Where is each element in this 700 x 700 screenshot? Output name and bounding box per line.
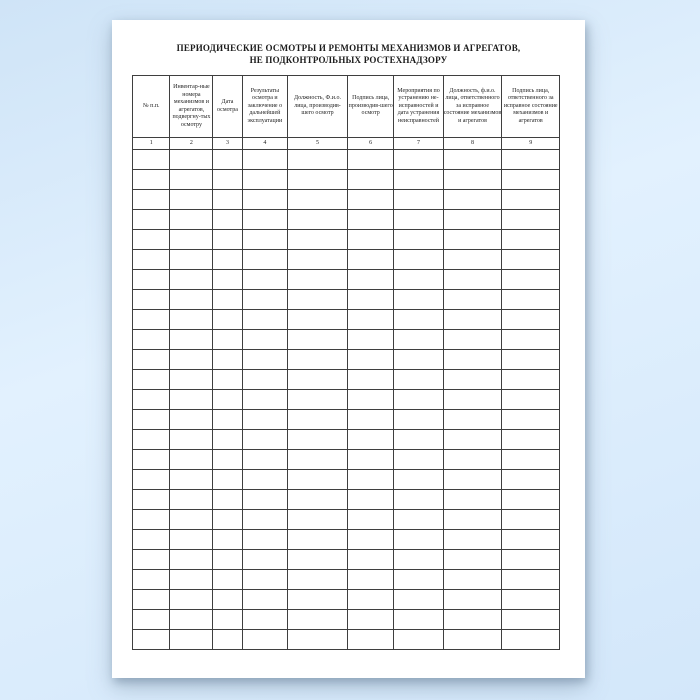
empty-cell (213, 330, 242, 350)
empty-cell (502, 310, 560, 330)
empty-cell (170, 450, 213, 470)
empty-cell (213, 530, 242, 550)
empty-cell (288, 370, 348, 390)
empty-cell (443, 390, 502, 410)
empty-cell (133, 390, 170, 410)
empty-cell (133, 410, 170, 430)
table-row-7 (133, 270, 560, 290)
empty-cell (502, 490, 560, 510)
column-number-8: 8 (443, 138, 502, 150)
empty-cell (288, 190, 348, 210)
empty-cell (242, 590, 287, 610)
empty-cell (133, 510, 170, 530)
empty-cell (133, 470, 170, 490)
empty-cell (443, 590, 502, 610)
empty-cell (502, 590, 560, 610)
empty-cell (133, 230, 170, 250)
empty-cell (170, 330, 213, 350)
empty-cell (502, 350, 560, 370)
empty-cell (502, 410, 560, 430)
empty-cell (394, 590, 443, 610)
empty-cell (347, 250, 394, 270)
empty-cell (133, 630, 170, 650)
empty-cell (502, 370, 560, 390)
empty-cell (443, 550, 502, 570)
empty-cell (443, 370, 502, 390)
empty-cell (213, 230, 242, 250)
empty-cell (443, 270, 502, 290)
empty-cell (242, 470, 287, 490)
empty-cell (288, 290, 348, 310)
empty-cell (133, 450, 170, 470)
empty-cell (502, 550, 560, 570)
table-row-18 (133, 490, 560, 510)
empty-cell (347, 610, 394, 630)
table-row-2 (133, 170, 560, 190)
empty-cell (288, 490, 348, 510)
empty-cell (213, 570, 242, 590)
empty-cell (170, 410, 213, 430)
column-header-3: Дата осмотра (213, 76, 242, 138)
column-number-2: 2 (170, 138, 213, 150)
empty-cell (242, 350, 287, 370)
empty-cell (394, 470, 443, 490)
empty-cell (288, 630, 348, 650)
table-row-25 (133, 630, 560, 650)
empty-cell (347, 470, 394, 490)
empty-cell (213, 510, 242, 530)
table-row-14 (133, 410, 560, 430)
empty-cell (213, 390, 242, 410)
column-header-4: Результаты осмотра и заключение о дальнейшей эксплуатации (242, 76, 287, 138)
empty-cell (133, 210, 170, 230)
empty-cell (443, 190, 502, 210)
empty-cell (502, 230, 560, 250)
inspection-log-table (132, 75, 560, 650)
document-title-line-2: НЕ ПОДКОНТРОЛЬНЫХ РОСТЕХНАДЗОРУ (249, 55, 448, 65)
empty-cell (347, 510, 394, 530)
empty-cell (170, 630, 213, 650)
empty-cell (288, 430, 348, 450)
empty-cell (242, 510, 287, 530)
empty-cell (133, 330, 170, 350)
empty-cell (347, 630, 394, 650)
table-row-15 (133, 430, 560, 450)
table-row-11 (133, 350, 560, 370)
table-row-23 (133, 590, 560, 610)
empty-cell (170, 570, 213, 590)
empty-cell (288, 610, 348, 630)
table-row-8 (133, 290, 560, 310)
empty-cell (170, 150, 213, 170)
empty-cell (170, 270, 213, 290)
empty-cell (133, 430, 170, 450)
empty-cell (242, 410, 287, 430)
table-row-4 (133, 210, 560, 230)
empty-cell (133, 490, 170, 510)
empty-cell (170, 170, 213, 190)
table-row-6 (133, 250, 560, 270)
empty-cell (213, 550, 242, 570)
empty-cell (170, 290, 213, 310)
empty-cell (213, 430, 242, 450)
empty-cell (347, 530, 394, 550)
table-row-17 (133, 470, 560, 490)
empty-cell (502, 630, 560, 650)
empty-cell (133, 610, 170, 630)
table-row-20 (133, 530, 560, 550)
empty-cell (443, 410, 502, 430)
empty-cell (347, 270, 394, 290)
empty-cell (242, 210, 287, 230)
empty-cell (347, 410, 394, 430)
empty-cell (443, 610, 502, 630)
empty-cell (502, 250, 560, 270)
empty-cell (170, 210, 213, 230)
empty-cell (347, 430, 394, 450)
empty-cell (242, 230, 287, 250)
empty-cell (502, 210, 560, 230)
empty-cell (443, 430, 502, 450)
table-column-number-row (133, 138, 560, 150)
document-title-line-1: ПЕРИОДИЧЕСКИЕ ОСМОТРЫ И РЕМОНТЫ МЕХАНИЗМОВ И АГРЕГАТОВ, (176, 43, 521, 53)
empty-cell (213, 490, 242, 510)
empty-cell (242, 390, 287, 410)
empty-cell (443, 230, 502, 250)
document-title (112, 42, 585, 66)
column-number-6: 6 (347, 138, 394, 150)
empty-cell (170, 470, 213, 490)
empty-cell (443, 530, 502, 550)
empty-cell (502, 430, 560, 450)
table-row-13 (133, 390, 560, 410)
empty-cell (170, 510, 213, 530)
empty-cell (394, 370, 443, 390)
empty-cell (242, 570, 287, 590)
empty-cell (242, 270, 287, 290)
empty-cell (242, 150, 287, 170)
empty-cell (502, 150, 560, 170)
empty-cell (242, 550, 287, 570)
empty-cell (213, 610, 242, 630)
empty-cell (170, 350, 213, 370)
empty-cell (213, 170, 242, 190)
table-row-21 (133, 550, 560, 570)
empty-cell (394, 150, 443, 170)
empty-cell (394, 610, 443, 630)
empty-cell (394, 570, 443, 590)
table-row-10 (133, 330, 560, 350)
empty-cell (347, 350, 394, 370)
column-header-8: Должность, ф.и.о. лица, ответственного за исправное состояние механизмов и агрегатов (443, 76, 502, 138)
column-header-6: Подпись лица, производив-шего осмотр (347, 76, 394, 138)
empty-cell (394, 190, 443, 210)
column-header-1: № п.п. (133, 76, 170, 138)
table-row-3 (133, 190, 560, 210)
empty-cell (170, 370, 213, 390)
empty-cell (502, 470, 560, 490)
empty-cell (288, 470, 348, 490)
empty-cell (242, 250, 287, 270)
empty-cell (443, 330, 502, 350)
empty-cell (347, 390, 394, 410)
empty-cell (133, 290, 170, 310)
empty-cell (394, 270, 443, 290)
empty-cell (394, 430, 443, 450)
empty-cell (443, 250, 502, 270)
empty-cell (213, 250, 242, 270)
empty-cell (213, 630, 242, 650)
empty-cell (170, 590, 213, 610)
empty-cell (170, 390, 213, 410)
empty-cell (133, 170, 170, 190)
empty-cell (443, 510, 502, 530)
empty-cell (347, 230, 394, 250)
empty-cell (133, 190, 170, 210)
empty-cell (133, 250, 170, 270)
empty-cell (347, 290, 394, 310)
table-row-24 (133, 610, 560, 630)
empty-cell (347, 170, 394, 190)
empty-cell (502, 270, 560, 290)
empty-cell (170, 190, 213, 210)
empty-cell (242, 610, 287, 630)
empty-cell (213, 410, 242, 430)
empty-cell (443, 630, 502, 650)
empty-cell (242, 450, 287, 470)
empty-cell (213, 310, 242, 330)
empty-cell (394, 390, 443, 410)
empty-cell (288, 170, 348, 190)
empty-cell (133, 530, 170, 550)
empty-cell (170, 250, 213, 270)
empty-cell (394, 250, 443, 270)
empty-cell (443, 490, 502, 510)
table-row-9 (133, 310, 560, 330)
table-row-12 (133, 370, 560, 390)
empty-cell (502, 450, 560, 470)
empty-cell (288, 570, 348, 590)
empty-cell (394, 450, 443, 470)
table-header-row (133, 76, 560, 138)
empty-cell (347, 310, 394, 330)
empty-cell (170, 550, 213, 570)
empty-cell (170, 430, 213, 450)
empty-cell (502, 190, 560, 210)
empty-cell (288, 450, 348, 470)
empty-cell (443, 450, 502, 470)
empty-cell (394, 490, 443, 510)
empty-cell (394, 350, 443, 370)
empty-cell (347, 150, 394, 170)
empty-cell (394, 410, 443, 430)
empty-cell (288, 510, 348, 530)
empty-cell (502, 530, 560, 550)
empty-cell (242, 170, 287, 190)
empty-cell (502, 330, 560, 350)
empty-cell (394, 550, 443, 570)
column-header-2: Инвентар-ные номера механизмов и агрегатов, подвергну-тых осмотру (170, 76, 213, 138)
empty-cell (133, 570, 170, 590)
empty-cell (347, 210, 394, 230)
empty-cell (394, 210, 443, 230)
empty-cell (288, 410, 348, 430)
empty-cell (502, 290, 560, 310)
empty-cell (347, 590, 394, 610)
empty-cell (213, 470, 242, 490)
table-row-1 (133, 150, 560, 170)
empty-cell (133, 350, 170, 370)
empty-cell (394, 230, 443, 250)
empty-cell (443, 310, 502, 330)
empty-cell (213, 350, 242, 370)
empty-cell (242, 290, 287, 310)
empty-cell (242, 370, 287, 390)
empty-cell (443, 570, 502, 590)
empty-cell (242, 330, 287, 350)
empty-cell (347, 330, 394, 350)
empty-cell (213, 270, 242, 290)
empty-cell (394, 630, 443, 650)
column-number-4: 4 (242, 138, 287, 150)
empty-cell (288, 270, 348, 290)
empty-cell (133, 150, 170, 170)
empty-cell (394, 290, 443, 310)
table-row-16 (133, 450, 560, 470)
table-row-22 (133, 570, 560, 590)
empty-cell (502, 610, 560, 630)
empty-cell (133, 270, 170, 290)
empty-cell (347, 570, 394, 590)
empty-cell (242, 190, 287, 210)
empty-cell (394, 530, 443, 550)
empty-cell (394, 170, 443, 190)
empty-cell (213, 370, 242, 390)
empty-cell (242, 430, 287, 450)
document-page (112, 20, 585, 678)
empty-cell (443, 470, 502, 490)
empty-cell (443, 150, 502, 170)
empty-cell (133, 550, 170, 570)
empty-cell (347, 190, 394, 210)
empty-cell (242, 630, 287, 650)
empty-cell (213, 590, 242, 610)
column-number-5: 5 (288, 138, 348, 150)
column-header-5: Должность, Ф.и.о. лица, производив-шего осмотр (288, 76, 348, 138)
empty-cell (213, 150, 242, 170)
empty-cell (394, 510, 443, 530)
empty-cell (170, 490, 213, 510)
empty-cell (502, 170, 560, 190)
empty-cell (347, 450, 394, 470)
table-row-5 (133, 230, 560, 250)
column-header-9: Подпись лица, ответственного за исправное состояние механизмов и агрегатов (502, 76, 560, 138)
empty-cell (394, 330, 443, 350)
empty-cell (288, 330, 348, 350)
empty-cell (502, 570, 560, 590)
column-number-7: 7 (394, 138, 443, 150)
table-row-19 (133, 510, 560, 530)
empty-cell (288, 250, 348, 270)
empty-cell (288, 150, 348, 170)
column-number-3: 3 (213, 138, 242, 150)
empty-cell (242, 310, 287, 330)
empty-cell (347, 490, 394, 510)
empty-cell (242, 530, 287, 550)
empty-cell (288, 390, 348, 410)
empty-cell (288, 310, 348, 330)
empty-cell (347, 370, 394, 390)
empty-cell (502, 390, 560, 410)
empty-cell (288, 550, 348, 570)
empty-cell (347, 550, 394, 570)
empty-cell (288, 590, 348, 610)
empty-cell (288, 350, 348, 370)
empty-cell (288, 230, 348, 250)
empty-cell (133, 370, 170, 390)
empty-cell (213, 290, 242, 310)
empty-cell (170, 530, 213, 550)
column-header-7: Мероприятия по устранению не-исправностей и дата устранения неисправностей (394, 76, 443, 138)
empty-cell (213, 210, 242, 230)
empty-cell (170, 610, 213, 630)
empty-cell (170, 230, 213, 250)
empty-cell (394, 310, 443, 330)
empty-cell (213, 450, 242, 470)
column-number-9: 9 (502, 138, 560, 150)
empty-cell (133, 310, 170, 330)
empty-cell (443, 170, 502, 190)
empty-cell (443, 290, 502, 310)
column-number-1: 1 (133, 138, 170, 150)
empty-cell (443, 350, 502, 370)
empty-cell (133, 590, 170, 610)
empty-cell (170, 310, 213, 330)
empty-cell (288, 530, 348, 550)
empty-cell (502, 510, 560, 530)
empty-cell (242, 490, 287, 510)
empty-cell (443, 210, 502, 230)
empty-cell (213, 190, 242, 210)
empty-cell (288, 210, 348, 230)
